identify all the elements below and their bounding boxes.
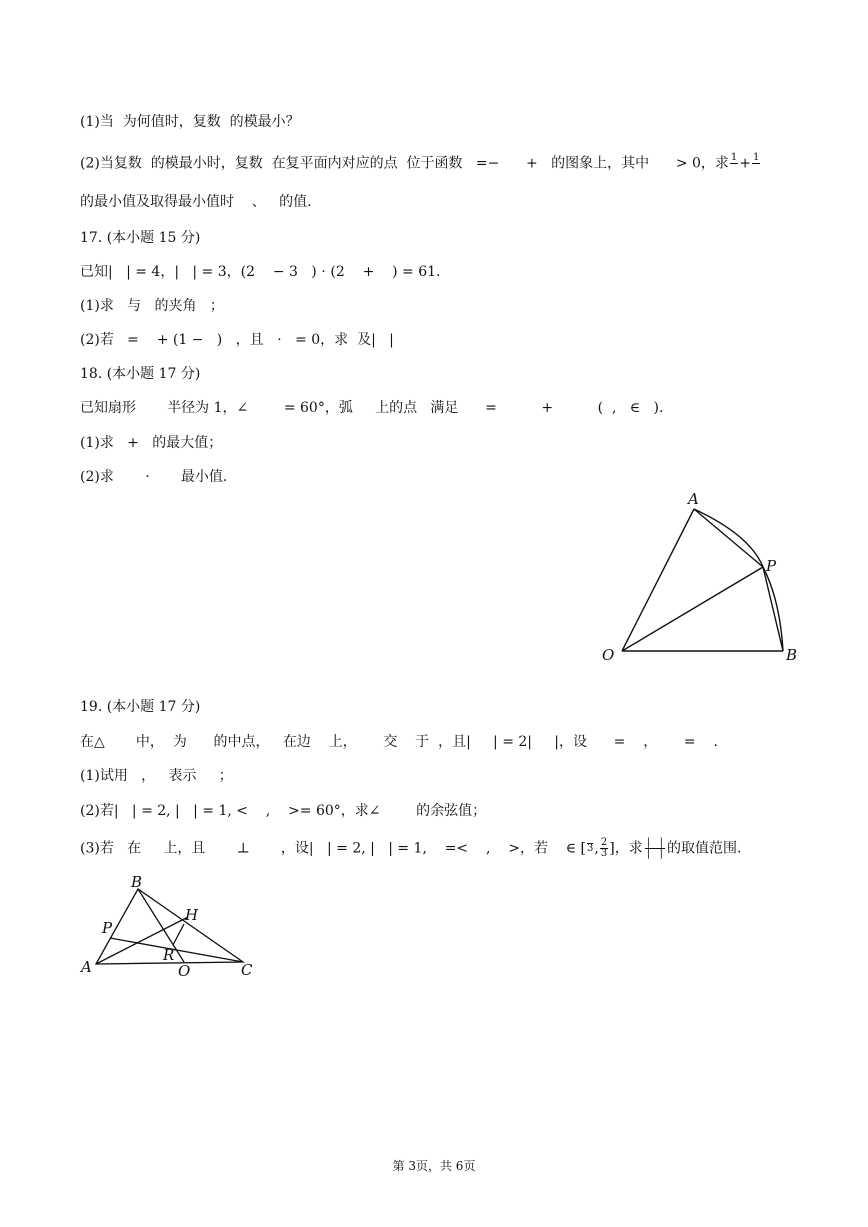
q19-part1: (1)试用 ， 表示 ；: [80, 768, 233, 784]
q16-fraction-1: 1: [730, 152, 738, 163]
q19-given: 在△ 中， 为 的中点， 在边 上， 交 于 ，且| | = 2| |，设 = ， = .: [80, 734, 718, 750]
label-b: B: [786, 646, 798, 664]
q16-part1: (1)当 为何值时，复数 的模最小？: [80, 114, 300, 130]
label-b: B: [131, 873, 143, 891]
triangle-figure: [75, 872, 265, 987]
label-r: R: [163, 946, 175, 964]
q16-part2-continuation: 的最小值及取得最小值时 、 的值.: [80, 194, 312, 210]
q16-part2-text: (2)当复数 的模最小时，复数 在复平面内对应的点 位于函数 =− + 的图象上，其中 > 0，求: [80, 155, 729, 172]
q16-part2: (2)当复数 的模最小时，复数 在复平面内对应的点 位于函数 =− + 的图象上，其中 > 0，求 1 + 1: [80, 153, 761, 174]
label-o: O: [602, 646, 615, 664]
sector-figure: [590, 485, 810, 670]
label-h: H: [185, 906, 199, 924]
label-a: A: [81, 958, 92, 976]
q18-part1: (1)求 + 的最大值；: [80, 435, 223, 451]
label-p: P: [766, 557, 777, 575]
label-a: A: [688, 490, 699, 508]
chord-pb: [763, 567, 783, 651]
q18-heading: 18. (本小题 17 分): [80, 366, 201, 382]
page-footer: 第 3页，共 6页: [392, 1159, 476, 1173]
chord-ap: [694, 509, 763, 567]
q19-fraction-1: 3: [587, 843, 594, 854]
q19-part2: (2)若| | = 2, | | = 1, < , >= 60°，求∠ 的余弦值；: [80, 803, 487, 819]
median-bo: [138, 889, 184, 962]
segment-rh: [173, 924, 184, 945]
q17-part1: (1)求 与 的夹角 ；: [80, 298, 224, 314]
q19-heading: 19. (本小题 17 分): [80, 699, 201, 715]
q19-part3: (3)若 在 上，且 ⊥ ，设| | = 2, | | = 1, =< , >，若 ∈ [ 3 , $\frac{2}{3}$ ]，求 $\frac{| |}{| |}$ 的取值范围.: [80, 837, 742, 859]
q18-part2: (2)求 ⋅ 最小值.: [80, 469, 228, 485]
q17-part2: (2)若 = + (1 − ) ，且 ⋅ = 0，求 及| |: [80, 332, 394, 348]
q17-given: 已知| | = 4，| | = 3，(2 − 3 ) ⋅ (2 + ) = 61.: [80, 264, 441, 280]
q18-given: 已知扇形 半径为 1，∠ = 60°，弧 上的点 满足 = + ( , ∈ ).: [80, 400, 664, 416]
label-c: C: [241, 961, 253, 979]
label-p: P: [102, 919, 113, 937]
q16-fraction-2: 1: [753, 152, 760, 163]
q19-fraction-2: $\frac{2}{3}$: [600, 837, 608, 859]
q19-abs-fraction: $\frac{| |}{| |}$: [646, 837, 663, 859]
q17-heading: 17. (本小题 15 分): [80, 230, 201, 246]
label-o: O: [178, 962, 191, 980]
segment-pc: [110, 938, 243, 962]
